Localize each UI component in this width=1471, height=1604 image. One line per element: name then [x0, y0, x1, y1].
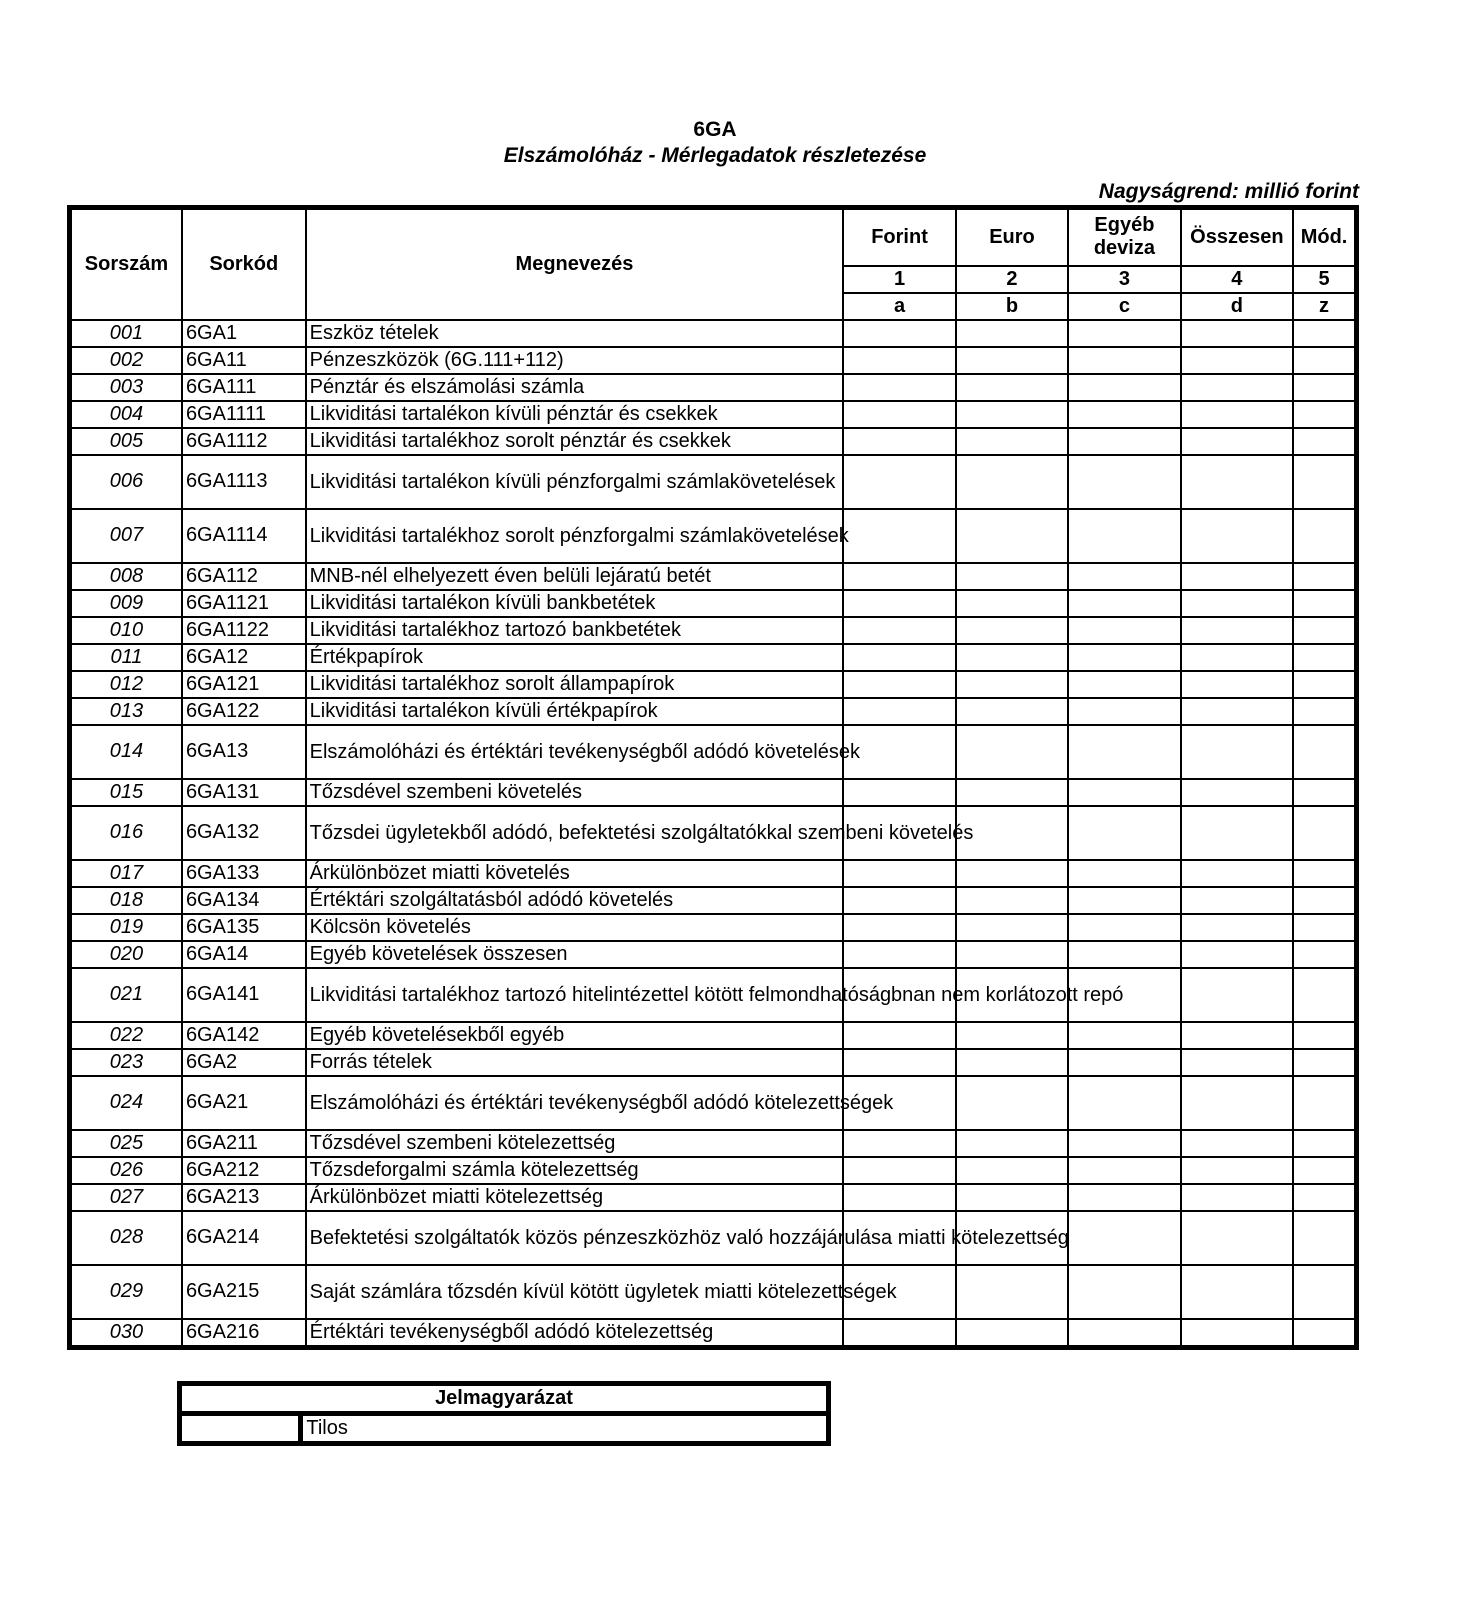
cell-egyeb-deviza[interactable] [1068, 563, 1180, 590]
balance-table [67, 205, 1359, 1350]
row-number: 019 [70, 914, 182, 941]
cell-egyeb-deviza[interactable] [1068, 401, 1180, 428]
row-number: 008 [70, 563, 182, 590]
row-name: Tőzsdei ügyletekből adódó, befektetési szolgáltatókkal szembeni követelés [306, 806, 844, 860]
cell-mod[interactable] [1293, 779, 1356, 806]
row-code: 6GA12 [182, 644, 306, 671]
cell-egyeb-deviza[interactable] [1068, 725, 1180, 779]
cell-euro[interactable] [956, 1184, 1068, 1211]
cell-forint[interactable] [843, 428, 955, 455]
cell-egyeb-deviza[interactable] [1068, 1184, 1180, 1211]
cell-forint[interactable] [843, 1130, 955, 1157]
row-number: 020 [70, 941, 182, 968]
cell-egyeb-deviza[interactable] [1068, 860, 1180, 887]
header-col-num: 3 [1068, 266, 1180, 293]
row-number: 003 [70, 374, 182, 401]
table-row [70, 374, 1357, 401]
row-number: 001 [70, 320, 182, 347]
cell-egyeb-deviza[interactable] [1068, 428, 1180, 455]
row-name: Likviditási tartalékhoz sorolt állampapírok [306, 671, 844, 698]
row-number: 017 [70, 860, 182, 887]
header-sorkod: Sorkód [182, 208, 306, 320]
row-number: 021 [70, 968, 182, 1022]
header-col-letter: c [1068, 293, 1180, 320]
cell-egyeb-deviza[interactable] [1068, 374, 1180, 401]
row-number: 006 [70, 455, 182, 509]
cell-euro[interactable] [956, 725, 1068, 779]
header-col-letter: z [1293, 293, 1356, 320]
header-col-label: Forint [843, 208, 955, 266]
cell-mod[interactable] [1293, 1049, 1356, 1076]
cell-euro[interactable] [956, 617, 1068, 644]
cell-osszesen[interactable] [1181, 887, 1293, 914]
row-number: 030 [70, 1319, 182, 1348]
cell-euro[interactable] [956, 320, 1068, 347]
cell-euro[interactable] [956, 563, 1068, 590]
table-row [70, 617, 1357, 644]
cell-mod[interactable] [1293, 941, 1356, 968]
cell-forint[interactable] [843, 941, 955, 968]
row-number: 018 [70, 887, 182, 914]
cell-egyeb-deviza[interactable] [1068, 455, 1180, 509]
cell-egyeb-deviza[interactable] [1068, 509, 1180, 563]
cell-euro[interactable] [956, 1157, 1068, 1184]
row-code: 6GA216 [182, 1319, 306, 1348]
table-row [70, 806, 1357, 860]
cell-osszesen[interactable] [1181, 347, 1293, 374]
cell-egyeb-deviza[interactable] [1068, 1157, 1180, 1184]
cell-euro[interactable] [956, 347, 1068, 374]
table-row [70, 779, 1357, 806]
row-name: Eszköz tételek [306, 320, 844, 347]
cell-osszesen[interactable] [1181, 617, 1293, 644]
row-number: 024 [70, 1076, 182, 1130]
row-number: 014 [70, 725, 182, 779]
cell-euro[interactable] [956, 698, 1068, 725]
row-name: Pénztár és elszámolási számla [306, 374, 844, 401]
table-row [70, 563, 1357, 590]
cell-osszesen[interactable] [1181, 509, 1293, 563]
header-col-num: 2 [956, 266, 1068, 293]
row-code: 6GA1122 [182, 617, 306, 644]
row-name: Elszámolóházi és értéktári tevékenységből adódó kötelezettségek [306, 1076, 844, 1130]
cell-forint[interactable] [843, 1319, 955, 1348]
cell-osszesen[interactable] [1181, 320, 1293, 347]
table-row [70, 1076, 1357, 1130]
legend-table [177, 1381, 831, 1446]
cell-euro[interactable] [956, 1319, 1068, 1348]
row-code: 6GA214 [182, 1211, 306, 1265]
cell-mod[interactable] [1293, 455, 1356, 509]
row-name: Likviditási tartalékhoz sorolt pénztár és csekkek [306, 428, 844, 455]
row-code: 6GA11 [182, 347, 306, 374]
header-col-label: Egyéb deviza [1068, 208, 1180, 266]
cell-euro[interactable] [956, 428, 1068, 455]
cell-egyeb-deviza[interactable] [1068, 1076, 1180, 1130]
table-row [70, 1265, 1357, 1319]
table-row [70, 401, 1357, 428]
cell-osszesen[interactable] [1181, 428, 1293, 455]
cell-egyeb-deviza[interactable] [1068, 1130, 1180, 1157]
cell-forint[interactable] [843, 1022, 955, 1049]
cell-osszesen[interactable] [1181, 455, 1293, 509]
cell-forint[interactable] [843, 563, 955, 590]
header-col-letter: b [956, 293, 1068, 320]
row-name: MNB-nél elhelyezett éven belüli lejáratú betét [306, 563, 844, 590]
form-title: Elszámolóház - Mérlegadatok részletezése [503, 144, 927, 167]
row-name: Tőzsdeforgalmi számla kötelezettség [306, 1157, 844, 1184]
table-row [70, 968, 1357, 1022]
row-name: Likviditási tartalékon kívüli pénzforgalmi számlakövetelések [306, 455, 844, 509]
row-code: 6GA1114 [182, 509, 306, 563]
cell-mod[interactable] [1293, 887, 1356, 914]
cell-euro[interactable] [956, 1130, 1068, 1157]
table-row [70, 887, 1357, 914]
row-number: 022 [70, 1022, 182, 1049]
cell-mod[interactable] [1293, 1022, 1356, 1049]
row-name: Tőzsdével szembeni kötelezettség [306, 1130, 844, 1157]
cell-mod[interactable] [1293, 860, 1356, 887]
row-name: Likviditási tartalékon kívüli bankbetétek [306, 590, 844, 617]
cell-mod[interactable] [1293, 698, 1356, 725]
cell-osszesen[interactable] [1181, 914, 1293, 941]
table-row [70, 914, 1357, 941]
cell-egyeb-deviza[interactable] [1068, 1211, 1180, 1265]
cell-forint[interactable] [843, 401, 955, 428]
cell-egyeb-deviza[interactable] [1068, 698, 1180, 725]
cell-mod[interactable] [1293, 1157, 1356, 1184]
cell-osszesen[interactable] [1181, 860, 1293, 887]
cell-euro[interactable] [956, 914, 1068, 941]
row-number: 011 [70, 644, 182, 671]
row-code: 6GA13 [182, 725, 306, 779]
cell-osszesen[interactable] [1181, 1022, 1293, 1049]
row-code: 6GA213 [182, 1184, 306, 1211]
cell-mod[interactable] [1293, 563, 1356, 590]
cell-egyeb-deviza[interactable] [1068, 590, 1180, 617]
cell-euro[interactable] [956, 1049, 1068, 1076]
cell-mod[interactable] [1293, 374, 1356, 401]
cell-egyeb-deviza[interactable] [1068, 887, 1180, 914]
row-number: 009 [70, 590, 182, 617]
cell-euro[interactable] [956, 1022, 1068, 1049]
cell-osszesen[interactable] [1181, 725, 1293, 779]
row-name: Likviditási tartalékhoz sorolt pénzforgalmi számlakövetelések [306, 509, 844, 563]
table-row [70, 698, 1357, 725]
cell-mod[interactable] [1293, 1319, 1356, 1348]
header-col-num: 4 [1181, 266, 1293, 293]
table-row [70, 941, 1357, 968]
cell-mod[interactable] [1293, 968, 1356, 1022]
cell-mod[interactable] [1293, 509, 1356, 563]
row-code: 6GA1 [182, 320, 306, 347]
cell-mod[interactable] [1293, 644, 1356, 671]
cell-egyeb-deviza[interactable] [1068, 806, 1180, 860]
header-col-label: Mód. [1293, 208, 1356, 266]
table-row [70, 509, 1357, 563]
cell-mod[interactable] [1293, 590, 1356, 617]
cell-forint[interactable] [843, 320, 955, 347]
row-code: 6GA134 [182, 887, 306, 914]
row-name: Forrás tételek [306, 1049, 844, 1076]
header-col-letter: d [1181, 293, 1293, 320]
cell-euro[interactable] [956, 941, 1068, 968]
row-name: Saját számlára tőzsdén kívül kötött ügyletek miatti kötelezettségek [306, 1265, 844, 1319]
cell-osszesen[interactable] [1181, 1265, 1293, 1319]
cell-forint[interactable] [843, 914, 955, 941]
cell-euro[interactable] [956, 644, 1068, 671]
row-code: 6GA1121 [182, 590, 306, 617]
header-megnevezes: Megnevezés [306, 208, 844, 320]
cell-mod[interactable] [1293, 347, 1356, 374]
header-col-num: 5 [1293, 266, 1356, 293]
cell-euro[interactable] [956, 590, 1068, 617]
row-code: 6GA1112 [182, 428, 306, 455]
cell-osszesen[interactable] [1181, 968, 1293, 1022]
row-name: Egyéb követelésekből egyéb [306, 1022, 844, 1049]
header-col-num: 1 [843, 266, 955, 293]
cell-mod[interactable] [1293, 725, 1356, 779]
row-code: 6GA122 [182, 698, 306, 725]
cell-egyeb-deviza[interactable] [1068, 779, 1180, 806]
table-row [70, 590, 1357, 617]
row-code: 6GA1111 [182, 401, 306, 428]
legend-title: Jelmagyarázat [180, 1384, 829, 1414]
cell-euro[interactable] [956, 374, 1068, 401]
row-code: 6GA142 [182, 1022, 306, 1049]
cell-forint[interactable] [843, 509, 955, 563]
row-number: 029 [70, 1265, 182, 1319]
table-row [70, 1130, 1357, 1157]
row-code: 6GA215 [182, 1265, 306, 1319]
row-code: 6GA2 [182, 1049, 306, 1076]
row-name: Pénzeszközök (6G.111+112) [306, 347, 844, 374]
cell-forint[interactable] [843, 590, 955, 617]
row-number: 013 [70, 698, 182, 725]
form-code: 6GA [693, 118, 737, 141]
row-code: 6GA141 [182, 968, 306, 1022]
cell-forint[interactable] [843, 455, 955, 509]
cell-mod[interactable] [1293, 401, 1356, 428]
cell-osszesen[interactable] [1181, 374, 1293, 401]
cell-euro[interactable] [956, 455, 1068, 509]
row-name: Likviditási tartalékhoz tartozó bankbetétek [306, 617, 844, 644]
row-number: 015 [70, 779, 182, 806]
cell-osszesen[interactable] [1181, 401, 1293, 428]
table-row [70, 1319, 1357, 1348]
cell-mod[interactable] [1293, 320, 1356, 347]
cell-forint[interactable] [843, 1157, 955, 1184]
row-code: 6GA112 [182, 563, 306, 590]
cell-osszesen[interactable] [1181, 671, 1293, 698]
cell-osszesen[interactable] [1181, 644, 1293, 671]
header-sorszam: Sorszám [70, 208, 182, 320]
row-code: 6GA121 [182, 671, 306, 698]
cell-forint[interactable] [843, 644, 955, 671]
cell-egyeb-deviza[interactable] [1068, 914, 1180, 941]
row-name: Befektetési szolgáltatók közös pénzeszközhöz való hozzájárulása miatti kötelezettség [306, 1211, 844, 1265]
cell-forint[interactable] [843, 725, 955, 779]
cell-osszesen[interactable] [1181, 1049, 1293, 1076]
cell-forint[interactable] [843, 374, 955, 401]
cell-euro[interactable] [956, 671, 1068, 698]
cell-egyeb-deviza[interactable] [1068, 320, 1180, 347]
row-number: 028 [70, 1211, 182, 1265]
cell-euro[interactable] [956, 887, 1068, 914]
cell-forint[interactable] [843, 698, 955, 725]
row-name: Egyéb követelések összesen [306, 941, 844, 968]
cell-mod[interactable] [1293, 1265, 1356, 1319]
row-code: 6GA212 [182, 1157, 306, 1184]
cell-forint[interactable] [843, 1184, 955, 1211]
cell-osszesen[interactable] [1181, 698, 1293, 725]
cell-osszesen[interactable] [1181, 1076, 1293, 1130]
row-code: 6GA21 [182, 1076, 306, 1130]
cell-osszesen[interactable] [1181, 779, 1293, 806]
row-code: 6GA132 [182, 806, 306, 860]
row-number: 012 [70, 671, 182, 698]
table-row [70, 347, 1357, 374]
row-number: 007 [70, 509, 182, 563]
cell-osszesen[interactable] [1181, 806, 1293, 860]
row-name: Elszámolóházi és értéktári tevékenységből adódó követelések [306, 725, 844, 779]
header-col-letter: a [843, 293, 955, 320]
cell-osszesen[interactable] [1181, 1319, 1293, 1348]
cell-egyeb-deviza[interactable] [1068, 644, 1180, 671]
cell-euro[interactable] [956, 1265, 1068, 1319]
cell-forint[interactable] [843, 887, 955, 914]
row-name: Kölcsön követelés [306, 914, 844, 941]
cell-osszesen[interactable] [1181, 1130, 1293, 1157]
table-row [70, 455, 1357, 509]
row-number: 025 [70, 1130, 182, 1157]
cell-osszesen[interactable] [1181, 563, 1293, 590]
row-name: Likviditási tartalékon kívüli értékpapírok [306, 698, 844, 725]
cell-osszesen[interactable] [1181, 941, 1293, 968]
cell-mod[interactable] [1293, 806, 1356, 860]
cell-egyeb-deviza[interactable] [1068, 1265, 1180, 1319]
table-row [70, 1049, 1357, 1076]
cell-osszesen[interactable] [1181, 1184, 1293, 1211]
cell-egyeb-deviza[interactable] [1068, 941, 1180, 968]
row-number: 010 [70, 617, 182, 644]
cell-mod[interactable] [1293, 617, 1356, 644]
row-number: 016 [70, 806, 182, 860]
table-row [70, 671, 1357, 698]
cell-mod[interactable] [1293, 428, 1356, 455]
cell-euro[interactable] [956, 509, 1068, 563]
legend-swatch [180, 1414, 301, 1444]
header-col-label: Összesen [1181, 208, 1293, 266]
cell-mod[interactable] [1293, 671, 1356, 698]
cell-forint[interactable] [843, 779, 955, 806]
row-number: 005 [70, 428, 182, 455]
row-code: 6GA135 [182, 914, 306, 941]
cell-mod[interactable] [1293, 1211, 1356, 1265]
cell-osszesen[interactable] [1181, 1211, 1293, 1265]
cell-mod[interactable] [1293, 914, 1356, 941]
row-name: Értéktári szolgáltatásból adódó követelés [306, 887, 844, 914]
row-name: Tőzsdével szembeni követelés [306, 779, 844, 806]
cell-euro[interactable] [956, 860, 1068, 887]
row-number: 026 [70, 1157, 182, 1184]
row-code: 6GA211 [182, 1130, 306, 1157]
table-row [70, 1022, 1357, 1049]
cell-egyeb-deviza[interactable] [1068, 617, 1180, 644]
legend-label: Tilos [301, 1414, 829, 1444]
cell-osszesen[interactable] [1181, 1157, 1293, 1184]
table-row [70, 725, 1357, 779]
row-name: Értékpapírok [306, 644, 844, 671]
row-name: Értéktári tevékenységből adódó kötelezettség [306, 1319, 844, 1348]
cell-mod[interactable] [1293, 1130, 1356, 1157]
cell-egyeb-deviza[interactable] [1068, 1022, 1180, 1049]
cell-forint[interactable] [843, 1049, 955, 1076]
table-row [70, 428, 1357, 455]
row-code: 6GA14 [182, 941, 306, 968]
row-code: 6GA1113 [182, 455, 306, 509]
table-row [70, 1157, 1357, 1184]
row-number: 027 [70, 1184, 182, 1211]
cell-forint[interactable] [843, 671, 955, 698]
row-name: Likviditási tartalékon kívüli pénztár és csekkek [306, 401, 844, 428]
cell-egyeb-deviza[interactable] [1068, 671, 1180, 698]
table-row [70, 320, 1357, 347]
cell-mod[interactable] [1293, 1184, 1356, 1211]
row-number: 023 [70, 1049, 182, 1076]
table-row [70, 1184, 1357, 1211]
row-name: Árkülönbözet miatti kötelezettség [306, 1184, 844, 1211]
cell-euro[interactable] [956, 1076, 1068, 1130]
cell-egyeb-deviza[interactable] [1068, 347, 1180, 374]
row-code: 6GA111 [182, 374, 306, 401]
table-row [70, 1211, 1357, 1265]
cell-forint[interactable] [843, 860, 955, 887]
row-name: Árkülönbözet miatti követelés [306, 860, 844, 887]
cell-osszesen[interactable] [1181, 590, 1293, 617]
table-row [70, 860, 1357, 887]
unit-note: Nagyságrend: millió forint [1098, 180, 1359, 203]
cell-mod[interactable] [1293, 1076, 1356, 1130]
row-code: 6GA133 [182, 860, 306, 887]
row-number: 002 [70, 347, 182, 374]
cell-egyeb-deviza[interactable] [1068, 1049, 1180, 1076]
row-number: 004 [70, 401, 182, 428]
row-code: 6GA131 [182, 779, 306, 806]
cell-euro[interactable] [956, 401, 1068, 428]
header-col-label: Euro [956, 208, 1068, 266]
row-name: Likviditási tartalékhoz tartozó hitelintézettel kötött felmondhatóságbnan nem korlátozott repó [306, 968, 844, 1022]
cell-forint[interactable] [843, 347, 955, 374]
cell-forint[interactable] [843, 617, 955, 644]
table-row [70, 644, 1357, 671]
cell-euro[interactable] [956, 779, 1068, 806]
cell-egyeb-deviza[interactable] [1068, 1319, 1180, 1348]
